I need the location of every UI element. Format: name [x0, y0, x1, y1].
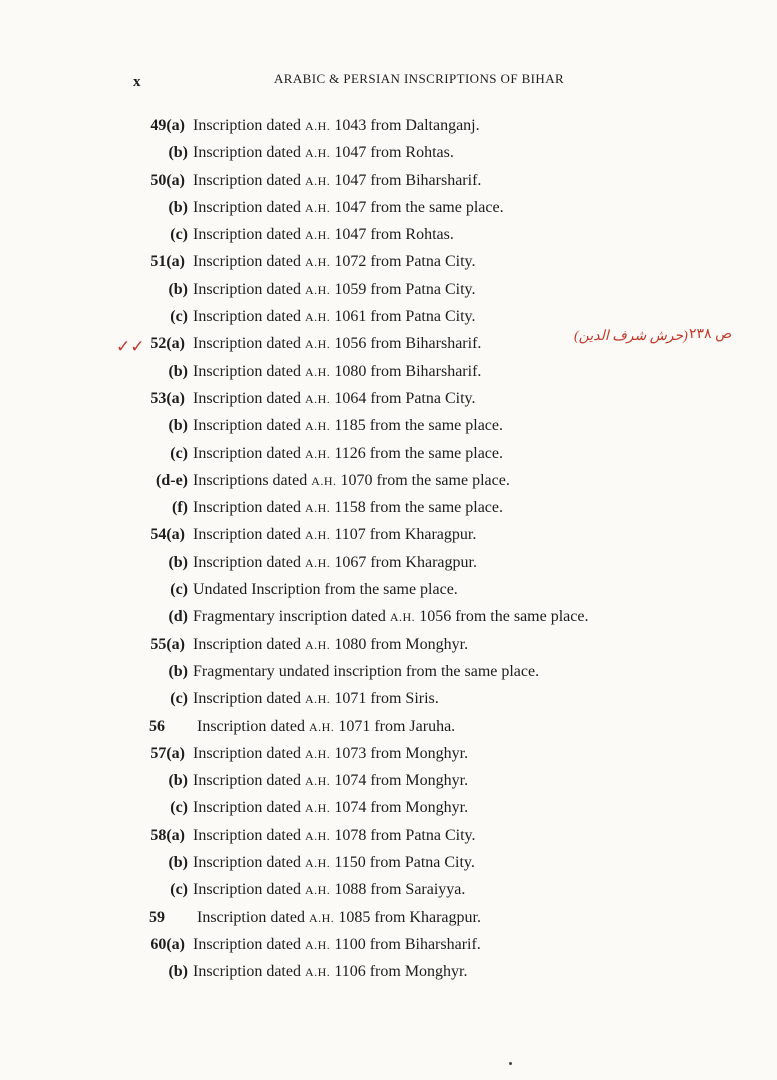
- inscription-entry: [0, 685, 777, 712]
- entry-text-tail: 1047 from the same place.: [330, 198, 504, 216]
- entry-text-lead: Inscription dated: [193, 744, 305, 762]
- entry-description: [193, 631, 468, 659]
- entry-number: 59: [149, 908, 165, 926]
- entry-description: [193, 412, 503, 440]
- era-abbreviation: A.H.: [304, 119, 331, 133]
- page-number: x: [133, 74, 141, 90]
- entry-text-lead: Inscription dated: [193, 417, 305, 435]
- inscription-entry: [0, 139, 777, 166]
- entry-text-tail: 1059 from Patna City.: [330, 280, 476, 298]
- entry-number: (b): [168, 144, 188, 162]
- entry-number: (b): [168, 553, 188, 571]
- entry-text-lead: Fragmentary inscription dated: [193, 608, 390, 626]
- entry-text-lead: Inscription dated: [193, 526, 305, 544]
- entry-description: [193, 767, 468, 795]
- inscription-entry: [0, 358, 777, 385]
- entry-text-tail: 1150 from Patna City.: [330, 854, 475, 872]
- entry-description: [193, 303, 475, 331]
- era-abbreviation: A.H.: [304, 200, 331, 215]
- entry-description: [193, 139, 454, 167]
- entry-text-tail: 1080 from Monghyr.: [330, 635, 469, 653]
- entry-text-lead: Inscription dated: [193, 690, 305, 708]
- entry-number: 55(a): [150, 635, 185, 653]
- entry-number: 50(a): [150, 171, 185, 189]
- entry-number: 60(a): [150, 935, 185, 953]
- inscription-entry: [0, 631, 777, 658]
- entry-text-tail: 1078 from Patna City.: [330, 826, 476, 844]
- entry-text-tail: 1067 from Kharagpur.: [330, 553, 477, 571]
- inscription-entry: [0, 713, 777, 740]
- entry-text-lead: Inscription dated: [193, 854, 305, 872]
- entry-text-tail: 1126 from the same place.: [330, 444, 503, 462]
- entry-text-tail: 1043 from Daltanganj.: [330, 117, 480, 134]
- ink-dot: [509, 1062, 512, 1065]
- era-abbreviation: A.H.: [311, 473, 337, 488]
- era-abbreviation: A.H.: [304, 282, 331, 297]
- entry-text-tail: 1047 from Biharsharif.: [330, 171, 482, 189]
- entry-number: (c): [170, 308, 188, 326]
- inscription-entry: [0, 876, 777, 903]
- inscription-list: [0, 112, 777, 986]
- entry-number: (f): [172, 499, 188, 517]
- entry-number: (b): [168, 772, 188, 790]
- inscription-entry: [0, 658, 777, 685]
- entry-description: [193, 358, 481, 386]
- entry-number: (b): [168, 362, 188, 380]
- entry-text-tail: 1047 from Rohtas.: [330, 144, 454, 162]
- entry-text-tail: 1061 from Patna City.: [330, 308, 476, 326]
- inscription-entry: [0, 467, 777, 494]
- entry-number: (c): [170, 690, 188, 708]
- entry-text-lead: Inscription dated: [197, 717, 309, 735]
- entry-number: (d-e): [156, 471, 188, 489]
- entry-description: [193, 221, 454, 249]
- entry-text-tail: 1073 from Monghyr.: [330, 744, 469, 762]
- era-abbreviation: A.H.: [304, 364, 331, 379]
- inscription-entry: [0, 221, 777, 248]
- entry-text-tail: 1100 from Biharsharif.: [330, 935, 481, 953]
- handwritten-margin-note: (حرش شرف الدين): [574, 329, 688, 344]
- entry-number: 53(a): [150, 389, 185, 407]
- entry-description: [197, 904, 481, 932]
- entry-text-lead: Inscription dated: [193, 308, 305, 326]
- entry-text-lead: Inscription dated: [193, 881, 305, 899]
- era-abbreviation: A.H.: [304, 337, 331, 352]
- entry-text-lead: Inscription dated: [193, 963, 305, 981]
- inscription-entry: [0, 440, 777, 467]
- entry-number: (b): [168, 963, 188, 981]
- era-abbreviation: A.H.: [304, 937, 331, 952]
- entry-number: 51(a): [150, 253, 185, 271]
- inscription-entry: [0, 603, 777, 630]
- era-abbreviation: A.H.: [304, 501, 331, 516]
- entry-text-lead: Inscription dated: [193, 635, 305, 653]
- era-abbreviation: A.H.: [304, 255, 331, 270]
- inscription-entry: [0, 958, 777, 985]
- inscription-entry: [0, 412, 777, 439]
- entry-number: 52(a): [150, 335, 185, 353]
- entry-description: [193, 876, 465, 904]
- entry-description: [193, 385, 475, 413]
- entry-text-lead: Inscription dated: [193, 117, 305, 134]
- entry-number: (d): [168, 608, 188, 626]
- inscription-entry: [0, 385, 777, 412]
- inscription-entry: [0, 521, 777, 548]
- inscription-entry: [0, 549, 777, 576]
- entry-description: [193, 958, 468, 986]
- era-abbreviation: A.H.: [304, 856, 331, 871]
- era-abbreviation: A.H.: [304, 746, 331, 761]
- entry-description: [193, 794, 468, 822]
- entry-text-tail: 1185 from the same place.: [330, 417, 503, 435]
- entry-number: (b): [168, 198, 188, 216]
- era-abbreviation: A.H.: [304, 965, 331, 980]
- inscription-entry: [0, 931, 777, 958]
- inscription-entry: [0, 303, 777, 330]
- entry-text-lead: Inscription dated: [193, 362, 305, 380]
- entry-text-lead: Inscriptions dated: [193, 471, 312, 489]
- inscription-entry: [0, 822, 777, 849]
- entry-text-tail: 1085 from Kharagpur.: [334, 908, 481, 926]
- entry-description: [193, 276, 475, 304]
- entry-text-lead: Inscription dated: [193, 280, 305, 298]
- inscription-entry: [0, 794, 777, 821]
- inscription-entry: [0, 904, 777, 931]
- entry-text-lead: Inscription dated: [193, 389, 305, 407]
- entry-description: [197, 713, 455, 741]
- entry-description: [193, 685, 439, 713]
- entry-description: [193, 658, 539, 685]
- entry-number: (b): [168, 280, 188, 298]
- entry-number: 56: [149, 717, 165, 735]
- entry-text-lead: Inscription dated: [193, 935, 305, 953]
- entry-number: (b): [168, 662, 188, 680]
- entry-number: (c): [170, 444, 188, 462]
- era-abbreviation: A.H.: [304, 555, 331, 570]
- entry-text-lead: Fragmentary undated inscription from the same place.: [193, 662, 540, 680]
- entry-text-lead: Inscription dated: [197, 908, 309, 926]
- entry-text-lead: Inscription dated: [193, 553, 305, 571]
- entry-text-lead: Inscription dated: [193, 772, 305, 790]
- entry-number: 49(a): [150, 117, 185, 134]
- entry-description: [193, 822, 475, 850]
- inscription-entry: [0, 740, 777, 767]
- entry-number: (c): [170, 581, 188, 599]
- entry-description: [193, 576, 458, 603]
- entry-text-tail: 1070 from the same place.: [336, 471, 510, 489]
- running-title: ARABIC & PERSIAN INSCRIPTIONS OF BIHAR: [274, 71, 565, 86]
- entry-text-lead: Inscription dated: [193, 144, 305, 162]
- era-abbreviation: A.H.: [304, 228, 331, 243]
- entry-text-tail: 1088 from Saraiyya.: [330, 881, 466, 899]
- era-abbreviation: A.H.: [304, 692, 331, 707]
- inscription-entry: [0, 112, 777, 139]
- entry-text-tail: 1074 from Monghyr.: [330, 772, 469, 790]
- entry-description: [193, 494, 503, 522]
- entry-number: 54(a): [150, 526, 185, 544]
- entry-text-tail: 1158 from the same place.: [330, 499, 503, 517]
- entry-text-tail: 1064 from Patna City.: [330, 389, 476, 407]
- era-abbreviation: A.H.: [304, 146, 331, 161]
- era-abbreviation: A.H.: [304, 637, 331, 652]
- entry-text-tail: 1074 from Monghyr.: [330, 799, 469, 817]
- entry-text-lead: Inscription dated: [193, 499, 305, 517]
- era-abbreviation: A.H.: [308, 719, 335, 734]
- era-abbreviation: A.H.: [304, 528, 331, 543]
- era-abbreviation: A.H.: [304, 391, 331, 406]
- era-abbreviation: A.H.: [304, 828, 331, 843]
- entry-text-lead: Inscription dated: [193, 826, 305, 844]
- entry-text-tail: 1056 from Biharsharif.: [330, 335, 482, 353]
- inscription-entry: [0, 194, 777, 221]
- entry-description: [193, 330, 481, 358]
- inscription-entry: [0, 494, 777, 521]
- entry-number: (c): [170, 226, 188, 244]
- era-abbreviation: A.H.: [304, 801, 331, 816]
- entry-text-lead: Inscription dated: [193, 198, 305, 216]
- entry-text-tail: 1106 from Monghyr.: [330, 963, 468, 981]
- era-abbreviation: A.H.: [304, 419, 331, 434]
- era-abbreviation: A.H.: [389, 610, 416, 625]
- entry-text-tail: 1072 from Patna City.: [330, 253, 476, 271]
- entry-number: (b): [168, 417, 188, 435]
- entry-description: [193, 931, 481, 959]
- entry-description: [193, 248, 475, 276]
- entry-text-tail: 1071 from Siris.: [330, 690, 439, 708]
- entry-text-lead: Inscription dated: [193, 253, 305, 271]
- entry-description: [193, 521, 476, 549]
- entry-text-lead: Undated Inscription from the same place.: [193, 581, 458, 599]
- handwritten-check-mark: ✓✓: [116, 337, 145, 356]
- handwritten-page-reference: ۲۳۸ ص: [689, 327, 732, 342]
- entry-text-lead: Inscription dated: [193, 799, 305, 817]
- entry-number: 57(a): [150, 744, 185, 762]
- entry-description: [193, 849, 475, 877]
- entry-number: (c): [170, 799, 188, 817]
- inscription-entry: [0, 576, 777, 603]
- era-abbreviation: A.H.: [304, 310, 331, 325]
- era-abbreviation: A.H.: [304, 173, 331, 188]
- inscription-entry: [0, 167, 777, 194]
- entry-description: [193, 467, 510, 495]
- inscription-entry: [0, 767, 777, 794]
- entry-text-tail: 1071 from Jaruha.: [334, 717, 456, 735]
- entry-text-tail: 1047 from Rohtas.: [330, 226, 454, 244]
- era-abbreviation: A.H.: [308, 910, 335, 925]
- entry-description: [193, 440, 503, 468]
- entry-number: (b): [168, 854, 188, 872]
- era-abbreviation: A.H.: [304, 774, 331, 789]
- entry-text-tail: 1080 from Biharsharif.: [330, 362, 482, 380]
- inscription-entry: [0, 248, 777, 275]
- inscription-entry: [0, 849, 777, 876]
- entry-description: [193, 603, 588, 631]
- entry-description: [193, 549, 477, 577]
- entry-number: (c): [170, 881, 188, 899]
- entry-text-tail: 1107 from Kharagpur.: [330, 526, 477, 544]
- entry-description: [193, 194, 504, 222]
- entry-text-lead: Inscription dated: [193, 226, 305, 244]
- inscription-entry: [0, 276, 777, 303]
- era-abbreviation: A.H.: [304, 883, 331, 898]
- entry-text-lead: Inscription dated: [193, 171, 305, 189]
- era-abbreviation: A.H.: [304, 446, 331, 461]
- entry-number: 58(a): [150, 826, 185, 844]
- entry-description: [193, 740, 468, 768]
- entry-description: [193, 112, 480, 140]
- entry-text-tail: 1056 from the same place.: [415, 608, 589, 626]
- entry-text-lead: Inscription dated: [193, 444, 305, 462]
- entry-description: [193, 167, 481, 195]
- entry-text-lead: Inscription dated: [193, 335, 305, 353]
